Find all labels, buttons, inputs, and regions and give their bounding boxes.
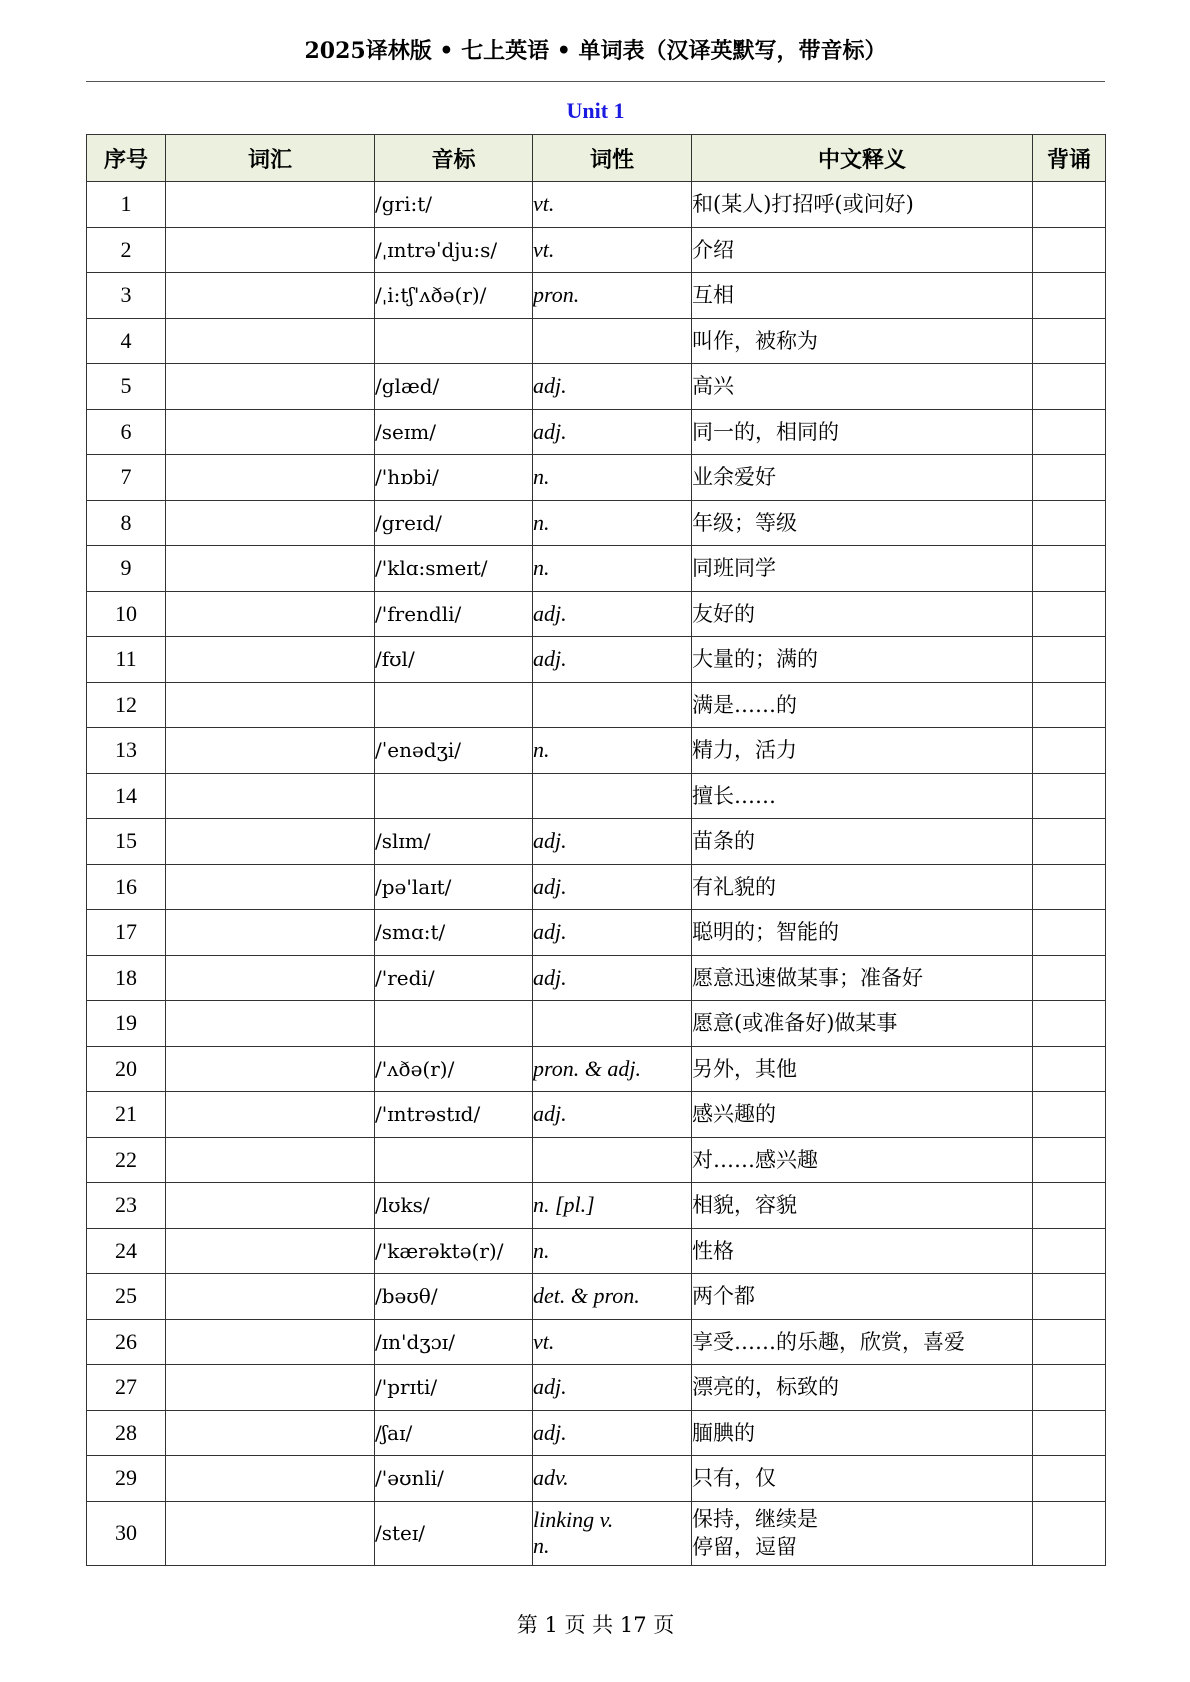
meaning-cell: 和(某人)打招呼(或问好) — [692, 182, 1033, 228]
pos-cell: adj. — [533, 819, 692, 865]
phonetic-cell: /'əʊnli/ — [375, 1456, 533, 1502]
word-blank-cell[interactable] — [166, 1001, 375, 1047]
table-row — [87, 1274, 1106, 1320]
recite-cell[interactable] — [1033, 1183, 1106, 1229]
meaning-cell: 大量的；满的 — [692, 637, 1033, 683]
word-blank-cell[interactable] — [166, 1274, 375, 1320]
meaning-cell: 漂亮的，标致的 — [692, 1365, 1033, 1411]
pos-cell — [533, 682, 692, 728]
word-blank-cell[interactable] — [166, 182, 375, 228]
table-row — [87, 591, 1106, 637]
unit-heading: Unit 1 — [566, 98, 625, 123]
title-divider — [86, 81, 1105, 82]
pos-cell: pron. — [533, 273, 692, 319]
word-blank-cell[interactable] — [166, 364, 375, 410]
word-blank-cell[interactable] — [166, 1092, 375, 1138]
row-number: 18 — [87, 955, 166, 1001]
recite-cell[interactable] — [1033, 318, 1106, 364]
phonetic-cell: /ʃaɪ/ — [375, 1410, 533, 1456]
table-row — [87, 227, 1106, 273]
header-meaning: 中文释义 — [692, 135, 1033, 182]
row-number: 1 — [87, 182, 166, 228]
table-row — [87, 1319, 1106, 1365]
recite-cell[interactable] — [1033, 1365, 1106, 1411]
table-row — [87, 500, 1106, 546]
row-number: 3 — [87, 273, 166, 319]
recite-cell[interactable] — [1033, 182, 1106, 228]
meaning-cell: 介绍 — [692, 227, 1033, 273]
recite-cell[interactable] — [1033, 1274, 1106, 1320]
pos-cell: vt. — [533, 227, 692, 273]
meaning-cell: 腼腆的 — [692, 1410, 1033, 1456]
row-number: 13 — [87, 728, 166, 774]
word-blank-cell[interactable] — [166, 1137, 375, 1183]
meaning-cell: 业余爱好 — [692, 455, 1033, 501]
recite-cell[interactable] — [1033, 1228, 1106, 1274]
pos-cell: adj. — [533, 910, 692, 956]
word-blank-cell[interactable] — [166, 591, 375, 637]
meaning-line-2: 停留，逗留 — [692, 1535, 797, 1559]
word-blank-cell[interactable] — [166, 409, 375, 455]
meaning-cell: 精力，活力 — [692, 728, 1033, 774]
pos-cell: adj. — [533, 1410, 692, 1456]
phonetic-cell: /smɑ:t/ — [375, 910, 533, 956]
row-number: 7 — [87, 455, 166, 501]
recite-cell[interactable] — [1033, 1092, 1106, 1138]
recite-cell[interactable] — [1033, 227, 1106, 273]
row-number: 25 — [87, 1274, 166, 1320]
table-row — [87, 728, 1106, 774]
recite-cell[interactable] — [1033, 1001, 1106, 1047]
phonetic-cell: /ɪn'dʒɔɪ/ — [375, 1319, 533, 1365]
phonetic-cell: /'klɑ:smeɪt/ — [375, 546, 533, 592]
row-number: 16 — [87, 864, 166, 910]
table-row — [87, 1001, 1106, 1047]
table-row — [87, 182, 1106, 228]
recite-cell[interactable] — [1033, 455, 1106, 501]
meaning-cell: 叫作，被称为 — [692, 318, 1033, 364]
phonetic-cell: /'prɪti/ — [375, 1365, 533, 1411]
phonetic-cell: /ˌi:tʃ'ʌðə(r)/ — [375, 273, 533, 319]
recite-cell[interactable] — [1033, 409, 1106, 455]
phonetic-cell — [375, 773, 533, 819]
phonetic-cell: /ˈenədʒi/ — [375, 728, 533, 774]
meaning-cell: 愿意(或准备好)做某事 — [692, 1001, 1033, 1047]
meaning-cell: 满是……的 — [692, 682, 1033, 728]
meaning-cell — [692, 1501, 1033, 1565]
phonetic-cell: /ˌɪntrəˈdju:s/ — [375, 227, 533, 273]
pos-cell: n. — [533, 546, 692, 592]
phonetic-cell: /'redi/ — [375, 955, 533, 1001]
table-row — [87, 364, 1106, 410]
word-blank-cell[interactable] — [166, 500, 375, 546]
table-row — [87, 773, 1106, 819]
recite-cell[interactable] — [1033, 819, 1106, 865]
meaning-cell: 友好的 — [692, 591, 1033, 637]
pos-cell: pron. & adj. — [533, 1046, 692, 1092]
meaning-cell: 同一的，相同的 — [692, 409, 1033, 455]
table-row — [87, 1228, 1106, 1274]
pos-cell: vt. — [533, 1319, 692, 1365]
pos-cell: adj. — [533, 364, 692, 410]
word-blank-cell[interactable] — [166, 546, 375, 592]
table-row — [87, 546, 1106, 592]
table-row — [87, 455, 1106, 501]
meaning-cell: 相貌，容貌 — [692, 1183, 1033, 1229]
row-number: 10 — [87, 591, 166, 637]
word-blank-cell[interactable] — [166, 773, 375, 819]
meaning-cell: 高兴 — [692, 364, 1033, 410]
word-blank-cell[interactable] — [166, 455, 375, 501]
phonetic-cell: /'hɒbi/ — [375, 455, 533, 501]
row-number: 29 — [87, 1456, 166, 1502]
pos-cell: adj. — [533, 1092, 692, 1138]
row-number: 14 — [87, 773, 166, 819]
row-number: 15 — [87, 819, 166, 865]
row-number: 6 — [87, 409, 166, 455]
word-blank-cell[interactable] — [166, 318, 375, 364]
recite-cell[interactable] — [1033, 682, 1106, 728]
word-blank-cell[interactable] — [166, 955, 375, 1001]
pos-cell — [533, 1501, 692, 1565]
pos-cell: vt. — [533, 182, 692, 228]
header-phonetic: 音标 — [375, 135, 533, 182]
meaning-cell: 另外，其他 — [692, 1046, 1033, 1092]
meaning-cell: 愿意迅速做某事；准备好 — [692, 955, 1033, 1001]
row-number: 20 — [87, 1046, 166, 1092]
pos-cell — [533, 1137, 692, 1183]
row-number: 5 — [87, 364, 166, 410]
recite-cell[interactable] — [1033, 364, 1106, 410]
table-row — [87, 318, 1106, 364]
meaning-cell: 两个都 — [692, 1274, 1033, 1320]
table-row — [87, 682, 1106, 728]
phonetic-cell — [375, 1137, 533, 1183]
row-number: 30 — [87, 1501, 166, 1565]
pos-cell: det. & pron. — [533, 1274, 692, 1320]
meaning-cell: 擅长…… — [692, 773, 1033, 819]
recite-cell[interactable] — [1033, 500, 1106, 546]
table-row — [87, 1456, 1106, 1502]
phonetic-cell: /greɪd/ — [375, 500, 533, 546]
table-row — [87, 1092, 1106, 1138]
meaning-cell: 性格 — [692, 1228, 1033, 1274]
header-no: 序号 — [87, 135, 166, 182]
meaning-cell: 对……感兴趣 — [692, 1137, 1033, 1183]
table-row — [87, 1501, 1106, 1565]
phonetic-cell: /glæd/ — [375, 364, 533, 410]
meaning-cell: 聪明的；智能的 — [692, 910, 1033, 956]
row-number: 23 — [87, 1183, 166, 1229]
pos-line-1: linking v. — [533, 1507, 614, 1532]
phonetic-cell: /'ɪntrəstɪd/ — [375, 1092, 533, 1138]
word-blank-cell[interactable] — [166, 1228, 375, 1274]
phonetic-cell: /bəʊθ/ — [375, 1274, 533, 1320]
phonetic-cell: /slɪm/ — [375, 819, 533, 865]
recite-cell[interactable] — [1033, 1456, 1106, 1502]
phonetic-cell — [375, 1001, 533, 1047]
row-number: 9 — [87, 546, 166, 592]
pos-cell: n. — [533, 1228, 692, 1274]
recite-cell[interactable] — [1033, 773, 1106, 819]
phonetic-cell: /seɪm/ — [375, 409, 533, 455]
pos-cell: adj. — [533, 409, 692, 455]
table-row — [87, 1365, 1106, 1411]
word-blank-cell[interactable] — [166, 819, 375, 865]
recite-cell[interactable] — [1033, 637, 1106, 683]
pos-cell — [533, 318, 692, 364]
meaning-cell: 同班同学 — [692, 546, 1033, 592]
table-row — [87, 1137, 1106, 1183]
table-row — [87, 1183, 1106, 1229]
meaning-cell: 苗条的 — [692, 819, 1033, 865]
header-pos: 词性 — [533, 135, 692, 182]
meaning-cell: 感兴趣的 — [692, 1092, 1033, 1138]
pos-cell: adj. — [533, 1365, 692, 1411]
word-blank-cell[interactable] — [166, 1319, 375, 1365]
phonetic-cell: /pə'laɪt/ — [375, 864, 533, 910]
pos-cell: n. — [533, 500, 692, 546]
table-row — [87, 637, 1106, 683]
row-number: 24 — [87, 1228, 166, 1274]
meaning-cell: 有礼貌的 — [692, 864, 1033, 910]
word-blank-cell[interactable] — [166, 910, 375, 956]
word-blank-cell[interactable] — [166, 1501, 375, 1565]
header-recite: 背诵 — [1033, 135, 1106, 182]
pos-cell: adv. — [533, 1456, 692, 1502]
phonetic-cell: /lʊks/ — [375, 1183, 533, 1229]
row-number: 27 — [87, 1365, 166, 1411]
table-row — [87, 819, 1106, 865]
row-number: 12 — [87, 682, 166, 728]
recite-cell[interactable] — [1033, 1046, 1106, 1092]
table-row — [87, 1046, 1106, 1092]
recite-cell[interactable] — [1033, 546, 1106, 592]
phonetic-cell: /'ʌðə(r)/ — [375, 1046, 533, 1092]
row-number: 4 — [87, 318, 166, 364]
pos-cell — [533, 1001, 692, 1047]
word-blank-cell[interactable] — [166, 682, 375, 728]
row-number: 21 — [87, 1092, 166, 1138]
row-number: 17 — [87, 910, 166, 956]
pos-cell: n. — [533, 455, 692, 501]
recite-cell[interactable] — [1033, 273, 1106, 319]
word-blank-cell[interactable] — [166, 1410, 375, 1456]
table-row — [87, 409, 1106, 455]
phonetic-cell — [375, 318, 533, 364]
table-row — [87, 955, 1106, 1001]
table-row — [87, 910, 1106, 956]
pos-cell: adj. — [533, 864, 692, 910]
pos-cell: adj. — [533, 955, 692, 1001]
phonetic-cell: /'frendli/ — [375, 591, 533, 637]
word-blank-cell[interactable] — [166, 728, 375, 774]
vocabulary-table — [86, 134, 1106, 1566]
phonetic-cell: /fʊl/ — [375, 637, 533, 683]
meaning-cell: 只有，仅 — [692, 1456, 1033, 1502]
document-title: 2025译林版 • 七上英语 • 单词表（汉译英默写，带音标） — [304, 38, 887, 64]
phonetic-cell: /gri:t/ — [375, 182, 533, 228]
table-row — [87, 1410, 1106, 1456]
recite-cell[interactable] — [1033, 728, 1106, 774]
word-blank-cell[interactable] — [166, 1456, 375, 1502]
word-blank-cell[interactable] — [166, 1183, 375, 1229]
row-number: 28 — [87, 1410, 166, 1456]
table-header-row — [87, 135, 1106, 182]
phonetic-cell: /'kærəktə(r)/ — [375, 1228, 533, 1274]
pos-line-2: n. — [533, 1533, 550, 1558]
header-word: 词汇 — [166, 135, 375, 182]
recite-cell[interactable] — [1033, 591, 1106, 637]
meaning-cell: 享受……的乐趣，欣赏，喜爱 — [692, 1319, 1033, 1365]
pos-cell: n. — [533, 728, 692, 774]
recite-cell[interactable] — [1033, 1137, 1106, 1183]
recite-cell[interactable] — [1033, 864, 1106, 910]
meaning-cell: 年级；等级 — [692, 500, 1033, 546]
table-row — [87, 273, 1106, 319]
word-blank-cell[interactable] — [166, 1365, 375, 1411]
word-blank-cell[interactable] — [166, 227, 375, 273]
word-blank-cell[interactable] — [166, 1046, 375, 1092]
row-number: 22 — [87, 1137, 166, 1183]
recite-cell[interactable] — [1033, 955, 1106, 1001]
pos-cell — [533, 773, 692, 819]
page-footer: 第 1 页 共 17 页 — [516, 1613, 675, 1637]
recite-cell[interactable] — [1033, 910, 1106, 956]
row-number: 8 — [87, 500, 166, 546]
row-number: 11 — [87, 637, 166, 683]
word-blank-cell[interactable] — [166, 864, 375, 910]
row-number: 19 — [87, 1001, 166, 1047]
recite-cell[interactable] — [1033, 1410, 1106, 1456]
word-blank-cell[interactable] — [166, 273, 375, 319]
phonetic-cell: /steɪ/ — [375, 1501, 533, 1565]
recite-cell[interactable] — [1033, 1319, 1106, 1365]
word-blank-cell[interactable] — [166, 637, 375, 683]
pos-cell: adj. — [533, 591, 692, 637]
row-number: 26 — [87, 1319, 166, 1365]
pos-cell: adj. — [533, 637, 692, 683]
phonetic-cell — [375, 682, 533, 728]
meaning-line-1: 保持，继续是 — [692, 1507, 818, 1531]
meaning-cell: 互相 — [692, 273, 1033, 319]
recite-cell[interactable] — [1033, 1501, 1106, 1565]
row-number: 2 — [87, 227, 166, 273]
table-row — [87, 864, 1106, 910]
pos-cell: n. [pl.] — [533, 1183, 692, 1229]
